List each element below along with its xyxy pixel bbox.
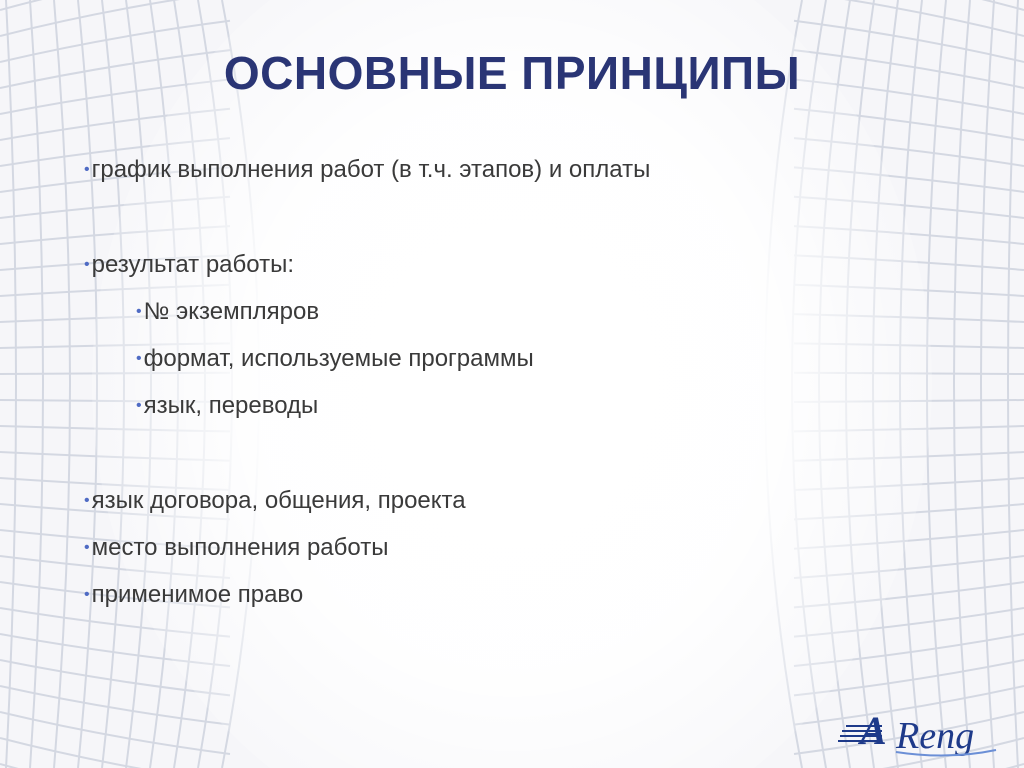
list-item-text: результат работы: [91,251,294,278]
list-item-text: применимое право [91,581,304,608]
logo-mark: A [860,708,887,753]
list-item-text: язык договора, общения, проекта [91,487,466,514]
sub-list-item [84,341,964,388]
bullet-icon: • [84,256,90,273]
bullet-icon: • [136,350,142,367]
bullet-icon: • [136,303,142,320]
list-item [84,247,964,294]
list-item [84,152,964,247]
list-item [84,530,964,577]
bullet-icon: • [84,539,90,556]
list-item [84,577,964,624]
page-title: ОСНОВНЫЕ ПРИНЦИПЫ [223,47,801,99]
sub-list-item [84,294,964,341]
list-item-text: язык, переводы [143,392,319,419]
list-item-text: место выполнения работы [91,534,389,561]
logo-wordmark: Reng [896,715,975,757]
bullet-icon: • [84,492,90,509]
list-item-text: график выполнения работ (в т.ч. этапов) и оплаты [91,156,651,183]
list-item [84,483,964,530]
sub-list-item [84,388,964,483]
bullet-icon: • [84,161,90,178]
bullet-icon: • [84,586,90,603]
company-logo [838,704,1008,762]
bullet-icon: • [136,397,142,414]
list-item-text: формат, используемые программы [143,345,534,372]
bullet-list [84,152,964,624]
list-item-text: № экземпляров [143,298,320,325]
